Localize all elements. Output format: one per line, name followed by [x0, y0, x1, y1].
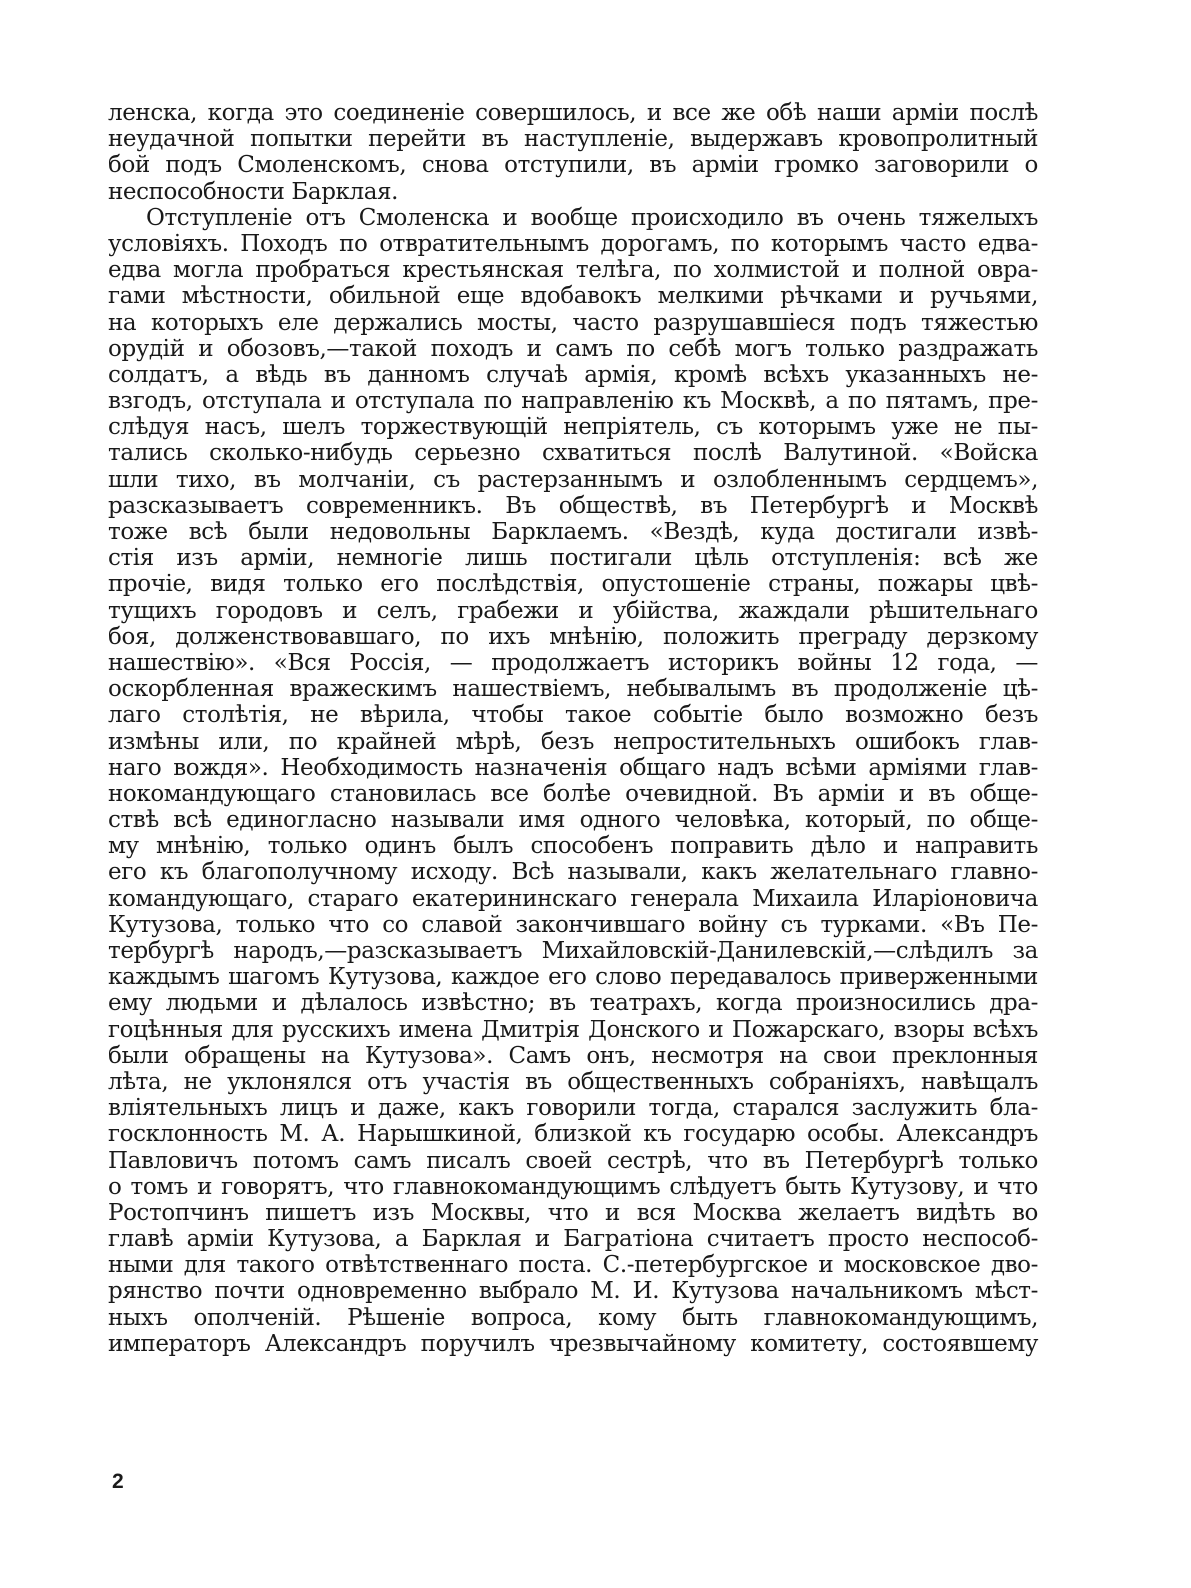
text-line: неспособности Барклая. [108, 178, 399, 205]
text-line: главѣ арміи Кутузова, а Барклая и Багратіона считаетъ просто неспособ- [108, 1226, 1038, 1253]
text-line: ствѣ всѣ единогласно называли имя одного человѣка, который, по обще- [108, 807, 1038, 834]
text-line: тались сколько-нибудь серьезно схватиться послѣ Валутиной. «Войска [108, 440, 1038, 467]
text-line: Ростопчинъ пишетъ изъ Москвы, что и вся Москва желаетъ видѣть во [108, 1199, 1038, 1226]
text-line: му мнѣнію, только одинъ былъ способенъ поправить дѣло и направить [108, 833, 1038, 860]
text-line: ными для такого отвѣтственнаго поста. С.-петербургское и московское дво- [108, 1252, 1038, 1279]
text-line: прочіе, видя только его послѣдствія, опустошеніе страны, пожары цвѣ- [108, 571, 1038, 598]
text-line: лаго столѣтія, не вѣрила, чтобы такое событіе было возможно безъ [108, 702, 1038, 729]
text-line: лѣта, не уклонялся отъ участія въ общественныхъ собраніяхъ, навѣщалъ [108, 1068, 1038, 1095]
text-line: ленска, когда это соединеніе совершилось, и все же обѣ наши арміи послѣ [108, 100, 1038, 126]
text-line: Кутузова, только что со славой закончившаго войну съ турками. «Въ Пе- [108, 911, 1038, 938]
text-line: разсказываетъ современникъ. Въ обществѣ, въ Петербургѣ и Москвѣ [108, 492, 1038, 519]
text-line: измѣны или, по крайней мѣрѣ, безъ непростительныхъ ошибокъ глав- [108, 728, 1038, 755]
text-line: бой подъ Смоленскомъ, снова отступили, въ арміи громко заговорили о [108, 152, 1038, 179]
text-line: оскорбленная вражескимъ нашествіемъ, небывалымъ въ продолженіе цѣ- [108, 676, 1038, 703]
text-line: тербургѣ народъ,—разсказываетъ Михайловскій-Данилевскій,—слѣдилъ за [108, 938, 1038, 964]
text-line: шли тихо, въ молчаніи, съ растерзаннымъ и озлобленнымъ сердцемъ», [108, 466, 1038, 493]
text-line: командующаго, стараго екатерининскаго генерала Михаила Иларіоновича [108, 885, 1038, 912]
text-line: тоже всѣ были недовольны Барклаемъ. «Вездѣ, куда достигали извѣ- [108, 519, 1038, 545]
text-line: ныхъ ополченій. Рѣшеніе вопроса, кому быть главнокомандующимъ, [108, 1304, 1038, 1331]
text-line: взгодъ, отступала и отступала по направленію къ Москвѣ, а по пятамъ, пре- [108, 388, 1038, 415]
text-line: были обращены на Кутузова». Самъ онъ, несмотря на свои преклонныя [108, 1042, 1038, 1069]
body-text [108, 100, 1038, 1357]
text-line: нокомандующаго становилась все болѣе очевидной. Въ арміи и въ обще- [108, 780, 1038, 807]
text-line: наго вождя». Необходимость назначенія общаго надъ всѣми арміями глав- [108, 754, 1038, 781]
text-line: солдатъ, а вѣдь въ данномъ случаѣ армія, кромѣ всѣхъ указанныхъ не- [108, 361, 1038, 388]
paragraph [108, 205, 1038, 1357]
text-line: условіяхъ. Походъ по отвратительнымъ дорогамъ, по которымъ часто едва- [108, 230, 1038, 257]
text-line: стія изъ арміи, немногіе лишь постигали цѣль отступленія: всѣ же [108, 545, 1038, 572]
text-line: гами мѣстности, обильной еще вдобавокъ мелкими рѣчками и ручьями, [108, 283, 1038, 310]
text-line: императоръ Александръ поручилъ чрезвычайному комитету, состоявшему [108, 1330, 1038, 1357]
text-line: Павловичъ потомъ самъ писалъ своей сестрѣ, что въ Петербургѣ только [108, 1147, 1038, 1174]
text-line: на которыхъ еле держались мосты, часто разрушавшіеся подъ тяжестью [108, 309, 1038, 336]
text-line: ему людьми и дѣлалось извѣстно; въ театрахъ, когда произносились дра- [108, 990, 1038, 1017]
text-line: рянство почти одновременно выбрало М. И. Кутузова начальникомъ мѣст- [108, 1278, 1038, 1305]
text-line: о томъ и говорятъ, что главнокомандующимъ слѣдуетъ быть Кутузову, и что [108, 1173, 1038, 1200]
text-line: госклонность М. А. Нарышкиной, близкой къ государю особы. Александръ [108, 1121, 1038, 1148]
text-line: боя, долженствовавшаго, по ихъ мнѣнію, положить преграду дерзкому [108, 623, 1038, 650]
text-line: вліятельныхъ лицъ и даже, какъ говорили тогда, старался заслужить бла- [108, 1095, 1038, 1122]
text-line: орудій и обозовъ,—такой походъ и самъ по себѣ могъ только раздражать [108, 335, 1038, 362]
text-line: тущихъ городовъ и селъ, грабежи и убійства, жаждали рѣшительнаго [108, 597, 1038, 624]
text-line: Отступленіе отъ Смоленска и вообще происходило въ очень тяжелыхъ [146, 204, 1038, 231]
text-line: нашествію». «Вся Россія, — продолжаетъ историкъ войны 12 года, — [108, 649, 1038, 676]
text-line: гоцѣнныя для русскихъ имена Дмитрія Донского и Пожарскаго, взоры всѣхъ [108, 1016, 1038, 1043]
paragraph [108, 100, 1038, 205]
text-line: каждымъ шагомъ Кутузова, каждое его слово передавалось приверженными [108, 964, 1038, 991]
text-line: слѣдуя насъ, шелъ торжествующій непріятель, съ которымъ уже не пы- [108, 414, 1038, 441]
text-line: едва могла пробраться крестьянская телѣга, по холмистой и полной овра- [108, 257, 1038, 284]
page-number: 2 [112, 1470, 124, 1493]
text-line: его къ благополучному исходу. Всѣ называли, какъ желательнаго главно- [108, 859, 1038, 886]
text-line: неудачной попытки перейти въ наступленіе, выдержавъ кровопролитный [108, 126, 1038, 153]
